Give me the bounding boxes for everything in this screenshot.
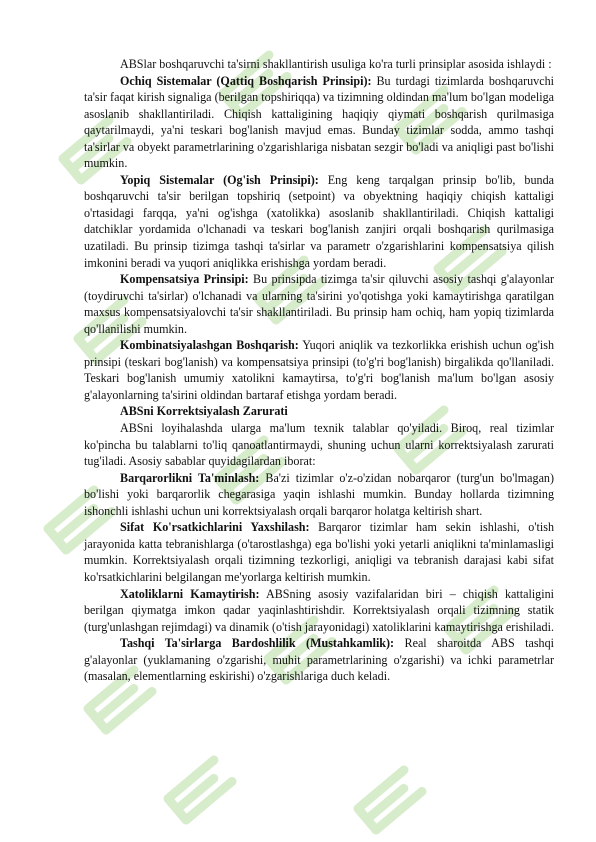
watermark-mark — [168, 760, 232, 820]
section-text: Bu prinsipda tizimga ta'sir qiluvchi asosiy tashqi g'alayonlar (toydiruvchi ta'sirlar) o'lchanadi va ularning ta'sirini yo'qotishga yoki kamaytirishga qaratilgan maxsus kompensatsiyalovchi ta'sir shakllantiriladi. Bu prinsip ham ochiq, ham yopiq tizimlarda qo'llanilishi mumkin. — [84, 272, 554, 336]
reason-robustness — [84, 635, 554, 685]
reason-text: ABSning asosiy vazifalaridan biri – chiqish kattaligini berilgan qiymatga imkon qadar yaqinlashtirishdir. Korrektsiyalash orqali tizimning statik (turg'unlashgan rejimdagi) va dinamik (o'tish jarayonidagi) xatoliklarini kamaytirishga erishiladi. — [84, 586, 554, 634]
watermark-mark — [358, 770, 422, 830]
document-page — [84, 56, 554, 685]
reason-lead: Barqarorlikni Ta'minlash: — [120, 470, 260, 485]
section-closed-systems — [84, 172, 554, 271]
section-combined-control — [84, 337, 554, 403]
reason-stability — [84, 470, 554, 520]
section-lead: Ochiq Sistemalar (Qattiq Boshqarish Prinsipi): — [120, 73, 372, 88]
reason-quality — [84, 519, 554, 585]
reason-errors — [84, 586, 554, 636]
section-open-systems — [84, 73, 554, 172]
section-text: Yuqori aniqlik va tezkorlikka erishish uchun og'ish prinsipi (teskari bog'lanish) va kompensatsiya prinsipi (to'g'ri bog'lanish) birgalikda qo'llaniladi. Teskari bog'lanish umumiy xatolikni kamaytirsa, to'g'ri bog'lanish ma'lum bo'lgan asosiy g'alayonlarning ta'sirini oldindan bartaraf etishga yordam beradi. — [84, 338, 554, 402]
section-lead: Yopiq Sistemalar (Og'ish Prinsipi): — [120, 172, 319, 187]
heading-paragraph: ABSni loyihalashda ularga ma'lum texnik talablar qo'yiladi. Biroq, real tizimlar ko'pincha bu talablarni to'liq qanoatlantirmaydi, shuning uchun ularni korrektsiyalash zarurati tug'iladi. Asosiy sabablar quyidagilardan iborat: — [84, 421, 554, 469]
reason-text: Barqaror tizimlar ham sekin ishlashi, o'tish jarayonida katta tebranishlarga (o'tarostlashga) ega bo'lishi yoki yetarli aniqlikni ta'minlamasligi mumkin. Korrektsiyalash orqali tizimning tezkorligi, aniqligi va tebranish darajasi kabi sifat ko'rsatkichlarini belgilangan me'yorlarga keltirish mumkin. — [84, 520, 554, 584]
reason-lead: Tashqi Ta'sirlarga Bardoshlilik (Mustahkamlik): — [120, 636, 395, 651]
section-heading: ABSni Korrektsiyalash Zarurati — [120, 404, 288, 419]
intro-paragraph: ABSlar boshqaruvchi ta'sirni shakllantirish usuliga ko'ra turli prinsiplar asosida ishlaydi : — [120, 57, 552, 71]
reason-lead: Xatoliklarni Kamaytirish: — [120, 586, 260, 601]
reason-lead: Sifat Ko'rsatkichlarini Yaxshilash: — [120, 520, 310, 535]
section-compensation — [84, 271, 554, 337]
section-text: Eng keng tarqalgan prinsip bo'lib, bunda boshqaruvchi ta'sir berilgan topshiriq (setpoint) va obyektning haqiqiy chiqish kattaligi o'rtasidagi farqqa, ya'ni og'ishga (xatolikka) asoslanib shakllantiriladi. Chiqish kattaligi datchiklar yordamida o'lchanadi va teskari bog'lanish zanjiri orqali boshqarish qurilmasiga uzatiladi. Bu prinsip tizimga tashqi ta'sirlar va parametr o'zgarishlarini kompensatsiya qilish imkonini beradi va yuqori aniqlikka erishishga yordam beradi. — [84, 172, 554, 270]
section-lead: Kombinatsiyalashgan Boshqarish: — [120, 338, 299, 353]
section-text: Bu turdagi tizimlarda boshqaruvchi ta'sir faqat kirish signaliga (berilgan topshiriqqa) va tizimning oldindan ma'lum bo'lgan modeliga asoslanib shakllantiriladi. Chiqish kattaligining haqiqiy qiymati boshqarish qurilmasiga qaytarilmaydi, ya'ni teskari bog'lanish mavjud emas. Bunday tizimlar sodda, ammo tashqi ta'sirlar va obyekt parametrlarining o'zgarishlariga nisbatan sezgir bo'ladi va aniqligi past bo'lishi mumkin. — [84, 73, 554, 171]
section-lead: Kompensatsiya Prinsipi: — [120, 272, 249, 287]
reason-text: Ba'zi tizimlar o'z-o'zidan nobarqaror (turg'un bo'lmagan) bo'lishi yoki barqarorlik chegarasiga yaqin ishlashi mumkin. Bunday hollarda tizimning ishonchli ishlashi uchun uni korrektsiyalash orqali barqaror holatga keltirish shart. — [84, 470, 555, 518]
reason-text: Real sharoitda ABS tashqi g'alayonlar (yuklamaning o'zgarishi, muhit parametrlarining o'zgarishi) va ichki parametrlar (masalan, elementlarning eskirishi) o'zgarishlariga duch keladi. — [84, 636, 554, 684]
